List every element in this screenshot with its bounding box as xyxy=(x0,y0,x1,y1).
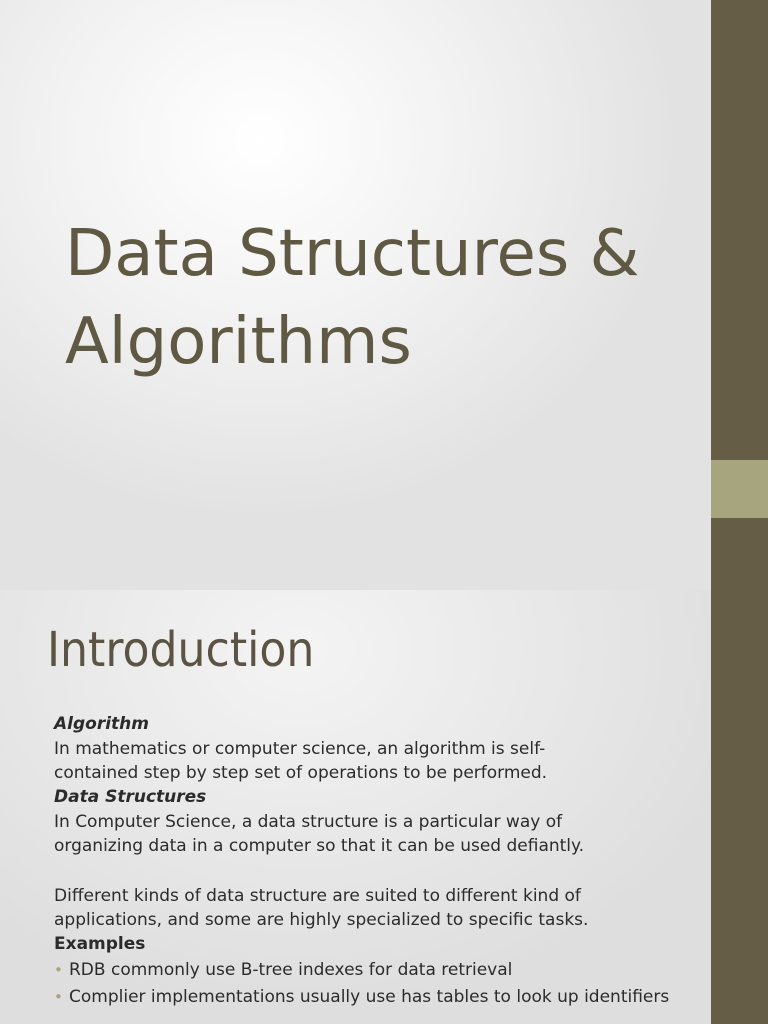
algorithm-desc-line-2: contained step by step set of operations to be performed. xyxy=(54,763,548,783)
examples-heading: Examples xyxy=(54,934,146,954)
data-structures-description xyxy=(54,810,694,858)
slide-main-title xyxy=(65,210,705,386)
title-line-1: Data Structures & xyxy=(65,217,640,291)
algorithm-description xyxy=(54,737,694,785)
bullet-dot-icon: • xyxy=(54,988,63,1006)
title-line-2: Algorithms xyxy=(65,305,412,379)
ds-desc-line-2: organizing data in a computer so that it can be used defiantly. xyxy=(54,836,585,856)
paragraph-gap xyxy=(54,858,694,884)
kinds-description xyxy=(54,884,694,932)
kinds-line-1: Different kinds of data structure are suited to different kind of xyxy=(54,886,581,906)
kinds-line-2: applications, and some are highly specialized to specific tasks. xyxy=(54,910,589,930)
term-data-structures: Data Structures xyxy=(54,787,207,807)
slide-body xyxy=(54,712,694,1012)
example-text: Complier implementations usually use has tables to look up identifiers xyxy=(69,987,670,1007)
ds-desc-line-1: In Computer Science, a data structure is a particular way of xyxy=(54,812,563,832)
sidebar-accent-block xyxy=(711,460,768,518)
example-text: RDB commonly use B-tree indexes for data retrieval xyxy=(69,960,513,980)
list-item xyxy=(54,958,694,982)
term-algorithm: Algorithm xyxy=(54,714,149,734)
section-title: Introduction xyxy=(47,622,315,678)
bullet-dot-icon: • xyxy=(54,961,63,979)
algorithm-desc-line-1: In mathematics or computer science, an algorithm is self- xyxy=(54,739,546,759)
introduction-slide xyxy=(0,590,711,1024)
list-item xyxy=(54,985,694,1009)
examples-list xyxy=(54,958,694,1009)
